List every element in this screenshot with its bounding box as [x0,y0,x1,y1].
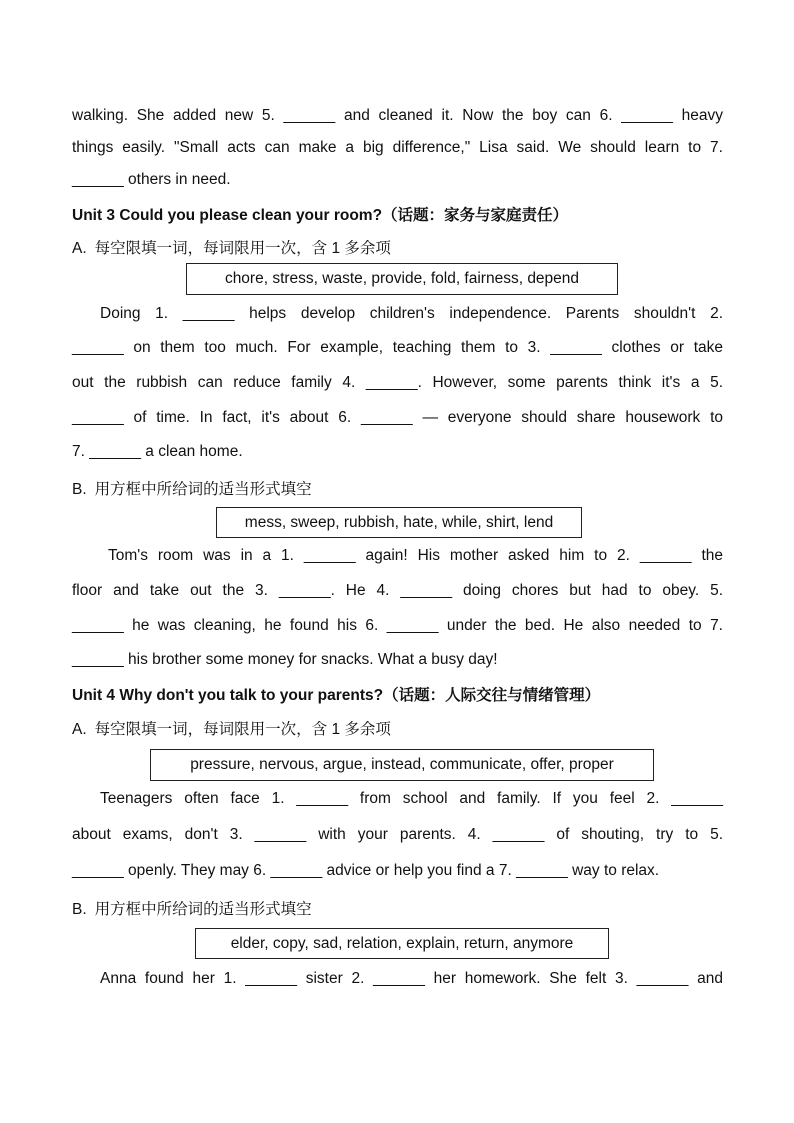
passage-line: out the rubbish can reduce family 4. ______. However, some parents think it's a 5. [72,374,723,391]
intro-line: things easily. "Small acts can make a big difference," Lisa said. We should learn to 7. [72,139,723,156]
unit3-partA-instruction [72,236,391,258]
part-letter: B. [72,901,87,918]
passage-line: ______ of time. In fact, it's about 6. ______ — everyone should share housework to [72,409,723,426]
passage-line: ______ openly. They may 6. ______ advice or help you find a 7. ______ way to relax. [72,862,660,879]
unit4-partA-instruction [72,717,391,739]
instruction-text: 用方框中所给词的适当形式填空 [94,901,312,918]
unit4-partA-word-box: pressure, nervous, argue, instead, communicate, offer, proper [150,749,654,781]
passage-line: Tom's room was in a 1. ______ again! His mother asked him to 2. ______ the [108,547,723,564]
passage-line: 7. ______ a clean home. [72,443,243,460]
part-letter: B. [72,481,87,498]
instruction-text: 用方框中所给词的适当形式填空 [94,481,312,498]
part-letter: A. [72,721,87,738]
part-letter: A. [72,240,87,257]
passage-line: Teenagers often face 1. ______ from school and family. If you feel 2. ______ [100,790,723,807]
intro-line: ______ others in need. [72,171,231,188]
unit4-title: Unit 4 Why don't you talk to your parents?（话题：人际交往与情绪管理） [72,687,601,704]
passage-line: ______ on them too much. For example, teaching them to 3. ______ clothes or take [72,339,723,356]
passage-line: ______ his brother some money for snacks. What a busy day! [72,651,498,668]
passage-line: about exams, don't 3. ______ with your parents. 4. ______ of shouting, try to 5. [72,826,723,843]
passage-line: Doing 1. ______ helps develop children's independence. Parents shouldn't 2. [100,305,723,322]
passage-line: Anna found her 1. ______ sister 2. ______ her homework. She felt 3. ______ and [100,970,723,987]
passage-line: floor and take out the 3. ______. He 4. ______ doing chores but had to obey. 5. [72,582,723,599]
unit4-partB-instruction [72,897,312,919]
instruction-text: 每空限填一词，每词限用一次，含 1 多余项 [94,721,391,738]
instruction-text: 每空限填一词，每词限用一次，含 1 多余项 [94,240,391,257]
intro-line: walking. She added new 5. ______ and cleaned it. Now the boy can 6. ______ heavy [72,107,723,124]
unit3-partB-instruction [72,477,312,499]
unit3-partB-word-box: mess, sweep, rubbish, hate, while, shirt, lend [216,507,582,538]
unit3-title: Unit 3 Could you please clean your room?（话题：家务与家庭责任） [72,207,569,224]
unit4-partB-word-box: elder, copy, sad, relation, explain, return, anymore [195,928,609,959]
passage-line: ______ he was cleaning, he found his 6. ______ under the bed. He also needed to 7. [72,617,723,634]
unit3-partA-word-box: chore, stress, waste, provide, fold, fairness, depend [186,263,618,295]
